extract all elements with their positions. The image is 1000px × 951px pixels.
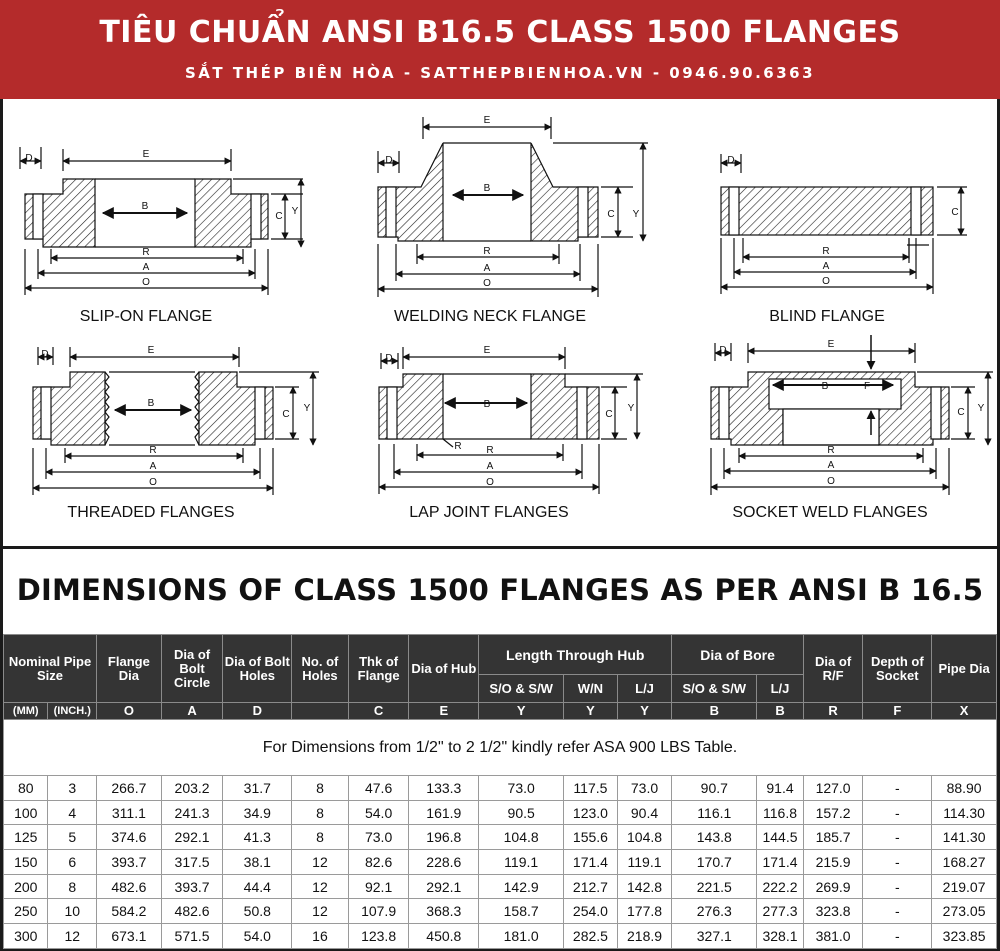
table-cell: 254.0 (564, 899, 618, 924)
table-cell: 92.1 (348, 874, 409, 899)
svg-text:R: R (486, 445, 494, 456)
sym-e: E (409, 703, 479, 720)
svg-text:C: C (282, 409, 290, 420)
table-cell: 107.9 (348, 899, 409, 924)
col-flange-dia: Flange Dia (97, 635, 162, 703)
svg-text:R: R (142, 247, 150, 258)
svg-text:Y: Y (977, 403, 985, 414)
table-cell: 170.7 (672, 850, 757, 875)
dimensions-table (3, 634, 997, 949)
svg-text:A: A (142, 262, 150, 273)
col-bolt-circle: Dia of Bolt Circle (161, 635, 223, 703)
table-cell: 50.8 (223, 899, 292, 924)
col-mm: (MM) (4, 703, 48, 720)
table-cell: - (863, 924, 932, 949)
header-banner (0, 0, 1000, 99)
sym-d: D (223, 703, 292, 720)
table-cell: 100 (4, 800, 48, 825)
table-cell: 114.30 (932, 800, 997, 825)
col-thk-flange: Thk of Flange (348, 635, 409, 703)
table-row (4, 899, 997, 924)
table-cell: 203.2 (161, 776, 223, 801)
svg-text:D: D (25, 153, 33, 164)
table-cell: 269.9 (803, 874, 863, 899)
table-cell: 177.8 (617, 899, 672, 924)
table-cell: 196.8 (409, 825, 479, 850)
table-cell: 185.7 (803, 825, 863, 850)
svg-text:B: B (821, 381, 829, 392)
table-cell: 88.90 (932, 776, 997, 801)
table-cell: 161.9 (409, 800, 479, 825)
svg-text:Y: Y (291, 206, 299, 217)
table-cell: 218.9 (617, 924, 672, 949)
table-cell: 104.8 (617, 825, 672, 850)
table-cell: 141.30 (932, 825, 997, 850)
table-cell: 12 (292, 874, 349, 899)
svg-text:E: E (827, 339, 835, 350)
table-cell: 142.8 (617, 874, 672, 899)
table-cell: 119.1 (617, 850, 672, 875)
table-cell: 90.5 (479, 800, 564, 825)
col-length-through-hub: Length Through Hub (479, 635, 672, 675)
table-cell: - (863, 800, 932, 825)
sym-x: X (932, 703, 997, 720)
table-cell: 168.27 (932, 850, 997, 875)
col-no-holes: No. of Holes (292, 635, 349, 703)
sym-b2: B (757, 703, 804, 720)
table-row (4, 924, 997, 949)
table-cell: 266.7 (97, 776, 162, 801)
table-cell: 123.8 (348, 924, 409, 949)
col-bolt-holes: Dia of Bolt Holes (223, 635, 292, 703)
svg-text:C: C (607, 209, 615, 220)
svg-text:R: R (454, 441, 462, 452)
table-cell: 12 (292, 899, 349, 924)
table-row (4, 850, 997, 875)
table-cell: 222.2 (757, 874, 804, 899)
table-cell: 3 (48, 776, 97, 801)
table-cell: 181.0 (479, 924, 564, 949)
table-cell: 104.8 (479, 825, 564, 850)
sym-b1: B (672, 703, 757, 720)
table-cell: 44.4 (223, 874, 292, 899)
svg-text:A: A (483, 263, 491, 274)
table-row (4, 825, 997, 850)
table-heading: DIMENSIONS OF CLASS 1500 FLANGES AS PER ANSI B 16.5 (16, 573, 984, 607)
svg-text:O: O (483, 278, 491, 289)
svg-text:Y: Y (632, 209, 640, 220)
table-cell: 277.3 (757, 899, 804, 924)
svg-text:E: E (142, 149, 150, 160)
svg-text:F: F (863, 381, 871, 392)
col-y-so-sw: S/O & S/W (479, 675, 564, 703)
svg-text:R: R (827, 445, 835, 456)
table-cell: 250 (4, 899, 48, 924)
svg-text:E: E (147, 345, 155, 356)
table-cell: 125 (4, 825, 48, 850)
table-cell: 54.0 (348, 800, 409, 825)
table-cell: 292.1 (409, 874, 479, 899)
table-cell: 482.6 (97, 874, 162, 899)
table-cell: 31.7 (223, 776, 292, 801)
sym-f: F (863, 703, 932, 720)
table-cell: 143.8 (672, 825, 757, 850)
svg-text:A: A (486, 461, 494, 472)
svg-text:C: C (275, 211, 283, 222)
table-cell: 215.9 (803, 850, 863, 875)
label-blind: BLIND FLANGE (769, 308, 885, 325)
table-cell: 73.0 (348, 825, 409, 850)
col-dia-bore: Dia of Bore (672, 635, 803, 675)
table-row (4, 874, 997, 899)
table-body (4, 720, 997, 949)
svg-text:A: A (827, 460, 835, 471)
svg-text:C: C (957, 407, 965, 418)
label-socket-weld: SOCKET WELD FLANGES (732, 504, 928, 521)
table-cell: 393.7 (97, 850, 162, 875)
svg-text:O: O (827, 476, 835, 487)
table-cell: 228.6 (409, 850, 479, 875)
col-y-lj: L/J (617, 675, 672, 703)
table-cell: 116.1 (672, 800, 757, 825)
svg-text:O: O (486, 477, 494, 488)
table-cell: 133.3 (409, 776, 479, 801)
sym-y2: Y (564, 703, 618, 720)
table-cell: 41.3 (223, 825, 292, 850)
table-cell: 90.4 (617, 800, 672, 825)
svg-text:B: B (141, 201, 149, 212)
col-depth-socket: Depth of Socket (863, 635, 932, 703)
table-cell: 482.6 (161, 899, 223, 924)
table-cell: 171.4 (564, 850, 618, 875)
table-cell: 327.1 (672, 924, 757, 949)
sym-y1: Y (479, 703, 564, 720)
table-cell: 584.2 (97, 899, 162, 924)
svg-text:D: D (41, 349, 49, 360)
svg-text:R: R (822, 246, 830, 257)
label-threaded: THREADED FLANGES (67, 504, 235, 521)
col-b-lj: L/J (757, 675, 804, 703)
slip-on-flange-diagram (20, 147, 303, 295)
svg-text:B: B (147, 398, 155, 409)
col-dia-hub: Dia of Hub (409, 635, 479, 703)
table-cell: 219.07 (932, 874, 997, 899)
table-cell: 323.8 (803, 899, 863, 924)
table-cell: 123.0 (564, 800, 618, 825)
table-cell: 300 (4, 924, 48, 949)
svg-text:C: C (951, 207, 959, 218)
svg-text:C: C (605, 409, 613, 420)
table-cell: 171.4 (757, 850, 804, 875)
threaded-flange-diagram (33, 347, 319, 495)
col-pipe-dia: Pipe Dia (932, 635, 997, 703)
col-nominal-pipe-size: Nominal Pipe Size (4, 635, 97, 703)
flange-diagrams (3, 99, 997, 546)
svg-text:O: O (149, 477, 157, 488)
table-cell: 8 (292, 825, 349, 850)
table-cell: 393.7 (161, 874, 223, 899)
col-y-wn: W/N (564, 675, 618, 703)
table-row (4, 776, 997, 801)
svg-text:E: E (483, 345, 491, 356)
label-welding-neck: WELDING NECK FLANGE (393, 308, 587, 325)
table-row (4, 800, 997, 825)
table-cell: 117.5 (564, 776, 618, 801)
table-cell: 323.85 (932, 924, 997, 949)
table-cell: 157.2 (803, 800, 863, 825)
svg-text:A: A (822, 261, 830, 272)
table-cell: 8 (48, 874, 97, 899)
welding-neck-flange-diagram (378, 117, 648, 297)
table-cell: 116.8 (757, 800, 804, 825)
table-cell: 12 (292, 850, 349, 875)
table-cell: 91.4 (757, 776, 804, 801)
svg-text:Y: Y (627, 403, 635, 414)
sym-blank (292, 703, 349, 720)
table-cell: 8 (292, 776, 349, 801)
blind-flange-diagram (721, 154, 967, 294)
table-note: For Dimensions from 1/2" to 2 1/2" kindly refer ASA 900 LBS Table. (4, 720, 997, 776)
sym-y3: Y (617, 703, 672, 720)
banner-title: TIÊU CHUẨN ANSI B16.5 CLASS 1500 FLANGES (99, 15, 901, 50)
table-cell: 5 (48, 825, 97, 850)
svg-text:B: B (483, 399, 491, 410)
table-cell: 12 (48, 924, 97, 949)
table-cell: 273.05 (932, 899, 997, 924)
table-cell: 82.6 (348, 850, 409, 875)
svg-text:Y: Y (303, 403, 311, 414)
table-cell: 6 (48, 850, 97, 875)
svg-text:D: D (385, 155, 393, 166)
table-cell: 374.6 (97, 825, 162, 850)
table-cell: 54.0 (223, 924, 292, 949)
table-cell: - (863, 899, 932, 924)
table-cell: 368.3 (409, 899, 479, 924)
table-cell: 73.0 (479, 776, 564, 801)
table-cell: 150 (4, 850, 48, 875)
col-b-so-sw: S/O & S/W (672, 675, 757, 703)
table-cell: 34.9 (223, 800, 292, 825)
table-cell: 311.1 (97, 800, 162, 825)
sym-a: A (161, 703, 223, 720)
table-cell: - (863, 825, 932, 850)
table-cell: 155.6 (564, 825, 618, 850)
label-slip-on: SLIP-ON FLANGE (79, 308, 213, 325)
table-cell: 10 (48, 899, 97, 924)
table-cell: - (863, 776, 932, 801)
table-cell: 317.5 (161, 850, 223, 875)
table-cell: 328.1 (757, 924, 804, 949)
svg-text:D: D (727, 155, 735, 166)
col-dia-rf: Dia of R/F (803, 635, 863, 703)
table-cell: 16 (292, 924, 349, 949)
lap-joint-flange-diagram (379, 347, 643, 494)
svg-text:B: B (483, 183, 491, 194)
table-cell: 292.1 (161, 825, 223, 850)
banner-subtitle: SẮT THÉP BIÊN HÒA - SATTHEPBIENHOA.VN - 0946.90.6363 (184, 64, 816, 82)
table-cell: 47.6 (348, 776, 409, 801)
table-cell: 73.0 (617, 776, 672, 801)
table-cell: 212.7 (564, 874, 618, 899)
table-cell: 241.3 (161, 800, 223, 825)
table-cell: 200 (4, 874, 48, 899)
col-inch: (INCH.) (48, 703, 97, 720)
table-cell: 144.5 (757, 825, 804, 850)
table-cell: 381.0 (803, 924, 863, 949)
sym-r: R (803, 703, 863, 720)
svg-text:D: D (719, 345, 727, 356)
table-cell: 127.0 (803, 776, 863, 801)
table-cell: - (863, 874, 932, 899)
table-cell: 221.5 (672, 874, 757, 899)
table-cell: - (863, 850, 932, 875)
table-cell: 673.1 (97, 924, 162, 949)
table-cell: 38.1 (223, 850, 292, 875)
table-cell: 276.3 (672, 899, 757, 924)
label-lap-joint: LAP JOINT FLANGES (409, 504, 569, 521)
svg-text:E: E (483, 115, 491, 126)
svg-text:A: A (149, 461, 157, 472)
table-cell: 119.1 (479, 850, 564, 875)
svg-text:R: R (483, 246, 491, 257)
sym-o: O (97, 703, 162, 720)
svg-text:D: D (385, 353, 393, 364)
svg-text:O: O (142, 277, 150, 288)
table-cell: 8 (292, 800, 349, 825)
table-cell: 4 (48, 800, 97, 825)
table-cell: 142.9 (479, 874, 564, 899)
table-cell: 450.8 (409, 924, 479, 949)
socket-weld-flange-diagram (711, 335, 993, 495)
table-cell: 571.5 (161, 924, 223, 949)
svg-text:O: O (822, 276, 830, 287)
table-cell: 90.7 (672, 776, 757, 801)
table-cell: 80 (4, 776, 48, 801)
section-divider (0, 546, 1000, 549)
table-cell: 282.5 (564, 924, 618, 949)
table-cell: 158.7 (479, 899, 564, 924)
svg-text:R: R (149, 445, 157, 456)
sym-c: C (348, 703, 409, 720)
